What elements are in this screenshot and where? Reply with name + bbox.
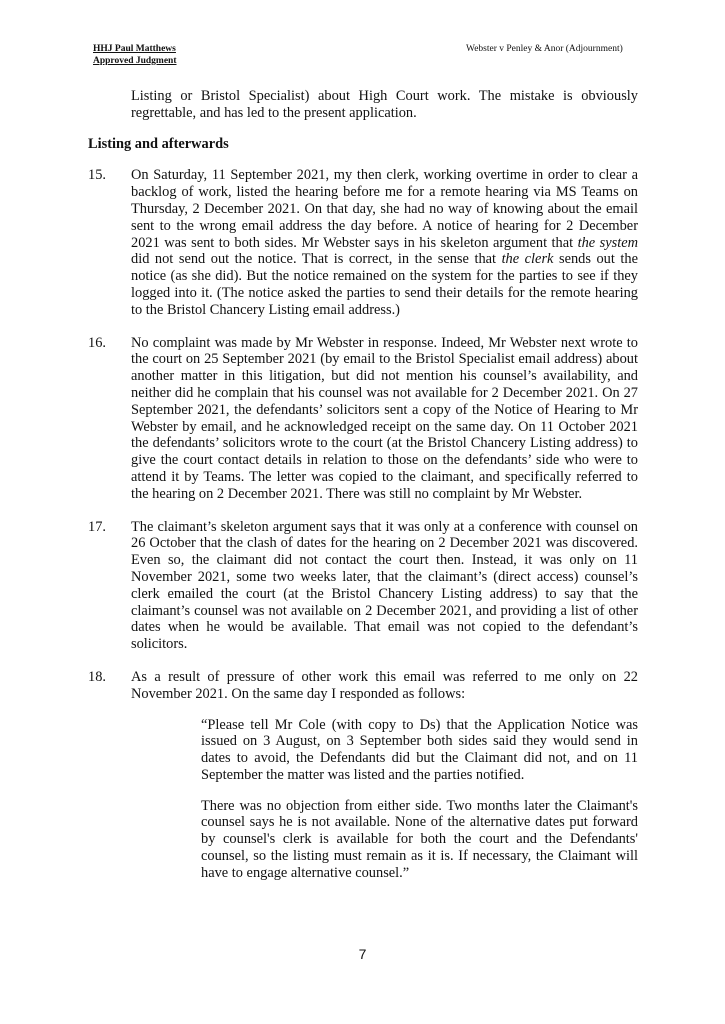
paragraph-16 <box>88 335 638 503</box>
paragraph-number: 18. <box>88 668 106 685</box>
judgment-body <box>88 88 638 912</box>
text-run: sends out the notice (as she did). But the notice remained on the system for the parties to see if they logged into it. (The notice asked the parties to send their details for the remote hearing to the Bristol Chancery Listing email address.) <box>131 251 638 318</box>
paragraph-text <box>131 669 638 896</box>
paragraph-text: The claimant’s skeleton argument says that it was only at a conference with counsel on 26 October that the clash of dates for the hearing on 2 December 2021 was discovered. Even so, the claimant did not contact the court then. Instead, it was only on 11 November 2021, some two weeks later, that the claimant’s (direct access) counsel’s clerk emailed the court (at the Bristol Chancery Listing address) to say that the claimant’s counsel was not available on 2 December 2021, and providing a list of other dates when he would be available. That email was not copied to the defendant’s solicitors. <box>131 518 638 653</box>
quote-paragraph: “Please tell Mr Cole (with copy to Ds) that the Application Notice was issued on 3 August, on 3 September both sides said they would send in dates to avoid, the Defendants did but the Claimant did not, and on 11 September the matter was listed and the parties notified. <box>201 716 638 783</box>
paragraph-text: No complaint was made by Mr Webster in response. Indeed, Mr Webster next wrote to the court on 25 September 2021 (by email to the Bristol Specialist email address) about another matter in this litigation, but did not mention his counsel’s availability, and neither did he complain that his counsel was not available for 2 December 2021. On 27 September 2021, the defendants’ solicitors sent a copy of the Notice of Hearing to Mr Webster by email, and he acknowledged receipt on the same day. On 11 October 2021 the defendants’ solicitors wrote to the court (at the Bristol Chancery Listing address) to give the court contact details in relation to those on the defendants’ side who were to attend it by Teams. The letter was copied to the claimant, and specifically referred to the hearing on 2 December 2021. There was still no complaint by Mr Webster. <box>131 334 638 502</box>
continued-paragraph: Listing or Bristol Specialist) about High Court work. The mistake is obviously regrettable, and has led to the present application. <box>131 88 638 121</box>
judgment-status: Approved Judgment <box>93 56 177 66</box>
block-quote <box>201 717 638 882</box>
paragraph-15 <box>88 167 638 318</box>
paragraph-intro: As a result of pressure of other work this email was referred to me only on 22 November 2021. On the same day I responded as follows: <box>131 668 638 702</box>
text-run: On Saturday, 11 September 2021, my then clerk, working overtime in order to clear a backlog of work, listed the hearing before me for a remote hearing via MS Teams on Thursday, 2 December 2021. On that day, she had no way of knowing about the email sent to the wrong email address the day before. A notice of hearing for 2 December 2021 was sent to both sides. Mr Webster says in his skeleton argument that <box>131 167 638 251</box>
emphasis: the system <box>577 234 639 251</box>
paragraph-number: 15. <box>88 167 106 184</box>
paragraph-18 <box>88 669 638 896</box>
judge-name: HHJ Paul Matthews <box>93 44 176 54</box>
paragraph-17 <box>88 519 638 653</box>
emphasis: the clerk <box>501 251 554 268</box>
paragraph-number: 16. <box>88 334 106 351</box>
paragraph-number: 17. <box>88 518 106 535</box>
section-heading: Listing and afterwards <box>88 135 229 152</box>
text-run: did not send out the notice. That is correct, in the sense that <box>131 251 502 268</box>
paragraph-text <box>131 167 638 318</box>
page-number: 7 <box>358 946 367 962</box>
case-title: Webster v Penley & Anor (Adjournment) <box>466 44 623 54</box>
running-header-left <box>93 43 177 67</box>
quote-paragraph: There was no objection from either side. Two months later the Claimant's counsel says he is not available. None of the alternative dates put forward by counsel's clerk is available for both the court and the Defendants' counsel, so the listing must remain as it is. If necessary, the Claimant will have to engage alternative counsel.” <box>201 797 638 881</box>
